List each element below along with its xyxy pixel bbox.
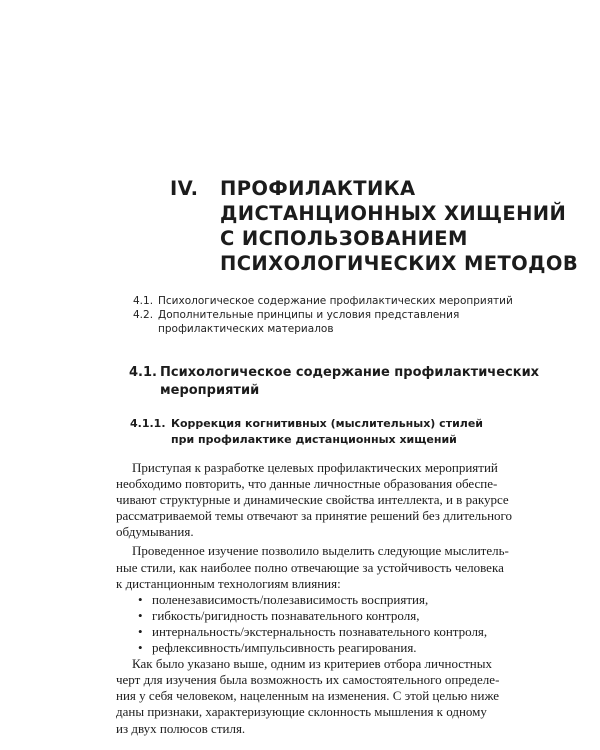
paragraph-line: к дистанционным технологиям влияния: bbox=[116, 575, 341, 591]
paragraph-line: черт для изучения была возможность их самостоятельного определе- bbox=[116, 672, 500, 688]
paragraph-line: из двух полюсов стиля. bbox=[116, 720, 246, 736]
toc-item bbox=[133, 308, 513, 336]
bullet-text: поленезависимость/полезависимость восприятия, bbox=[152, 591, 429, 607]
toc-item-title: Дополнительные принципы и условия представления bbox=[158, 309, 460, 321]
paragraph-line: обдумывания. bbox=[116, 524, 194, 540]
paragraph-line: ные стили, как наиболее полно отвечающие за устойчивость человека bbox=[116, 559, 504, 575]
toc-item-title: Психологическое содержание профилактических мероприятий bbox=[158, 295, 513, 307]
toc-item bbox=[133, 294, 513, 308]
chapter-number: IV. bbox=[170, 177, 199, 200]
toc-item-number: 4.1. bbox=[133, 295, 154, 307]
chapter-title-line: С ИСПОЛЬЗОВАНИЕМ bbox=[220, 227, 468, 250]
paragraph-line: даны признаки, характеризующие склонность мышления к одному bbox=[116, 704, 487, 720]
paragraph-line: Приступая к разработке целевых профилактических мероприятий bbox=[132, 460, 498, 475]
paragraph-line: Проведенное изучение позволило выделить следующие мыслитель- bbox=[132, 543, 509, 559]
body-text bbox=[116, 460, 513, 737]
bullet-marker: • bbox=[138, 623, 143, 639]
subsection-heading bbox=[130, 416, 483, 448]
bullet-marker: • bbox=[138, 640, 143, 656]
paragraph-line: чивают структурные и динамические свойства интеллекта, и в ракурсе bbox=[116, 492, 509, 508]
chapter-title-line: ПРОФИЛАКТИКА bbox=[220, 177, 416, 200]
paragraph-line: ния у себя человеком, нацеленным на изменения. С этой целью ниже bbox=[116, 688, 500, 704]
chapter-contents bbox=[133, 294, 513, 336]
bullet-text: рефлексивность/импульсивность реагирования. bbox=[152, 640, 417, 656]
bullet-item bbox=[116, 640, 504, 656]
section-title-line: Психологическое содержание профилактических bbox=[160, 365, 540, 380]
bullet-item bbox=[116, 592, 504, 608]
chapter-title-line: ДИСТАНЦИОННЫХ ХИЩЕНИЙ bbox=[220, 202, 567, 225]
bullet-marker: • bbox=[138, 607, 143, 623]
paragraph-line: необходимо повторить, что данные личностные образования обеспе- bbox=[116, 476, 498, 492]
toc-item-title-cont: профилактических материалов bbox=[158, 323, 334, 335]
bullet-text: интернальность/экстернальность познавательного контроля, bbox=[152, 623, 488, 639]
subsection-title-line: Коррекция когнитивных (мыслительных) стилей bbox=[171, 417, 483, 430]
paragraph-line: Как было указано выше, одним из критериев отбора личностных bbox=[132, 656, 492, 672]
section-number: 4.1. bbox=[129, 365, 157, 380]
section-heading bbox=[129, 364, 539, 400]
bullet-item bbox=[116, 608, 504, 624]
bullet-marker: • bbox=[138, 591, 143, 607]
subsection-title-line: при профилактике дистанционных хищений bbox=[171, 433, 457, 446]
chapter-title-line: ПСИХОЛОГИЧЕСКИХ МЕТОДОВ bbox=[220, 252, 579, 275]
subsection-number: 4.1.1. bbox=[130, 417, 166, 430]
toc-item-number: 4.2. bbox=[133, 309, 154, 321]
paragraph-line: рассматриваемой темы отвечают за принятие решений без длительного bbox=[116, 508, 513, 524]
chapter-title bbox=[170, 176, 578, 276]
bullet-text: гибкость/ригидность познавательного контроля, bbox=[152, 607, 420, 623]
section-title-line: мероприятий bbox=[160, 383, 260, 398]
bullet-item bbox=[116, 624, 504, 640]
